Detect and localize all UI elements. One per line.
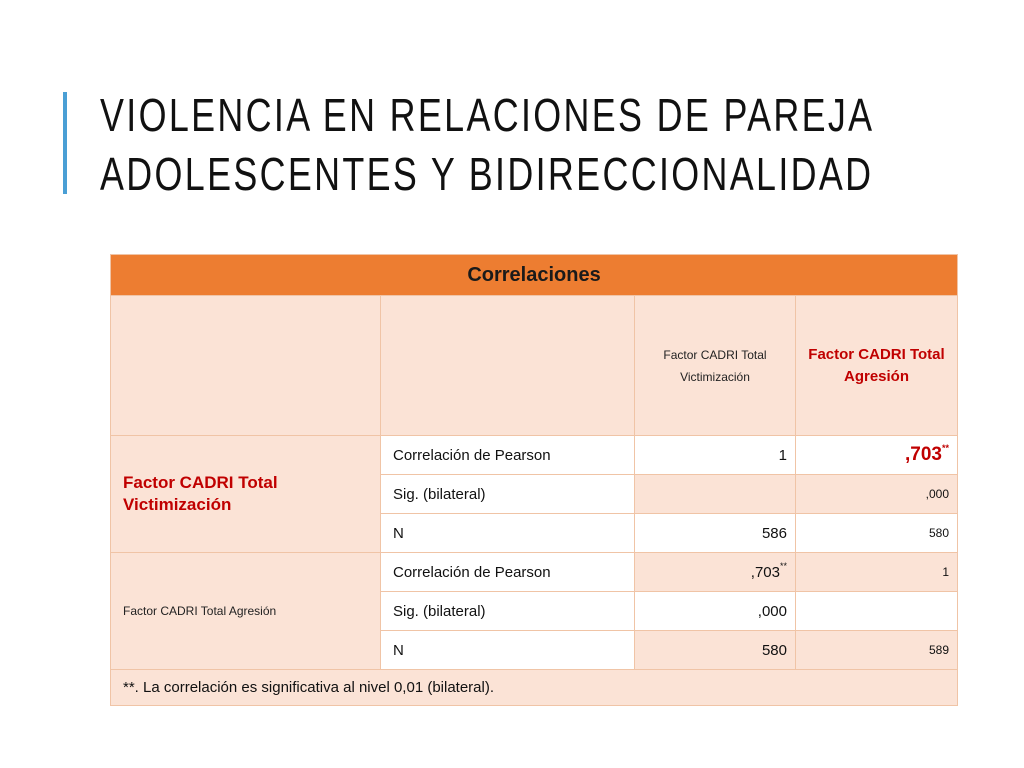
cell-g1-n-agres: 580 — [796, 514, 958, 553]
table-footnote: **. La correlación es significativa al nivel 0,01 (bilateral). — [111, 670, 958, 706]
row-label-pearson: Correlación de Pearson — [381, 436, 635, 475]
column-header-agresion: Factor CADRI Total Agresión — [796, 296, 958, 436]
cell-g1-sig-victim — [635, 475, 796, 514]
cell-g1-pearson-agres — [796, 436, 958, 475]
slide-title-line-1: VIOLENCIA EN RELACIONES DE PAREJA — [100, 89, 875, 141]
cell-g1-sig-agres: ,000 — [796, 475, 958, 514]
row-label-n: N — [381, 514, 635, 553]
row-group-agresion: Factor CADRI Total Agresión — [111, 553, 381, 670]
cell-g2-pearson-victim — [635, 553, 796, 592]
cell-value: ,703 — [905, 444, 942, 465]
cell-g2-n-agres: 589 — [796, 631, 958, 670]
cell-g2-n-victim: 580 — [635, 631, 796, 670]
slide-title — [100, 86, 874, 204]
slide-title-line-2: ADOLESCENTES Y BIDIRECCIONALIDAD — [100, 148, 874, 200]
header-blank-1 — [111, 296, 381, 436]
cell-g2-sig-agres — [796, 592, 958, 631]
cell-g2-sig-victim: ,000 — [635, 592, 796, 631]
table-row — [111, 553, 958, 592]
correlations-table — [110, 254, 958, 706]
cell-g1-n-victim: 586 — [635, 514, 796, 553]
row-label-n: N — [381, 631, 635, 670]
table-caption: Correlaciones — [111, 255, 958, 296]
row-label-sig: Sig. (bilateral) — [381, 475, 635, 514]
cell-g2-pearson-agres: 1 — [796, 553, 958, 592]
cell-g1-pearson-victim: 1 — [635, 436, 796, 475]
row-label-pearson: Correlación de Pearson — [381, 553, 635, 592]
table-row — [111, 436, 958, 475]
row-group-victimizacion: Factor CADRI Total Victimización — [111, 436, 381, 553]
significance-marker: ** — [779, 561, 787, 571]
row-label-sig: Sig. (bilateral) — [381, 592, 635, 631]
header-blank-2 — [381, 296, 635, 436]
title-accent-bar — [63, 92, 67, 194]
cell-value: ,703 — [750, 564, 780, 581]
significance-marker: ** — [942, 442, 950, 453]
column-header-victimizacion: Factor CADRI Total Victimización — [635, 296, 796, 436]
